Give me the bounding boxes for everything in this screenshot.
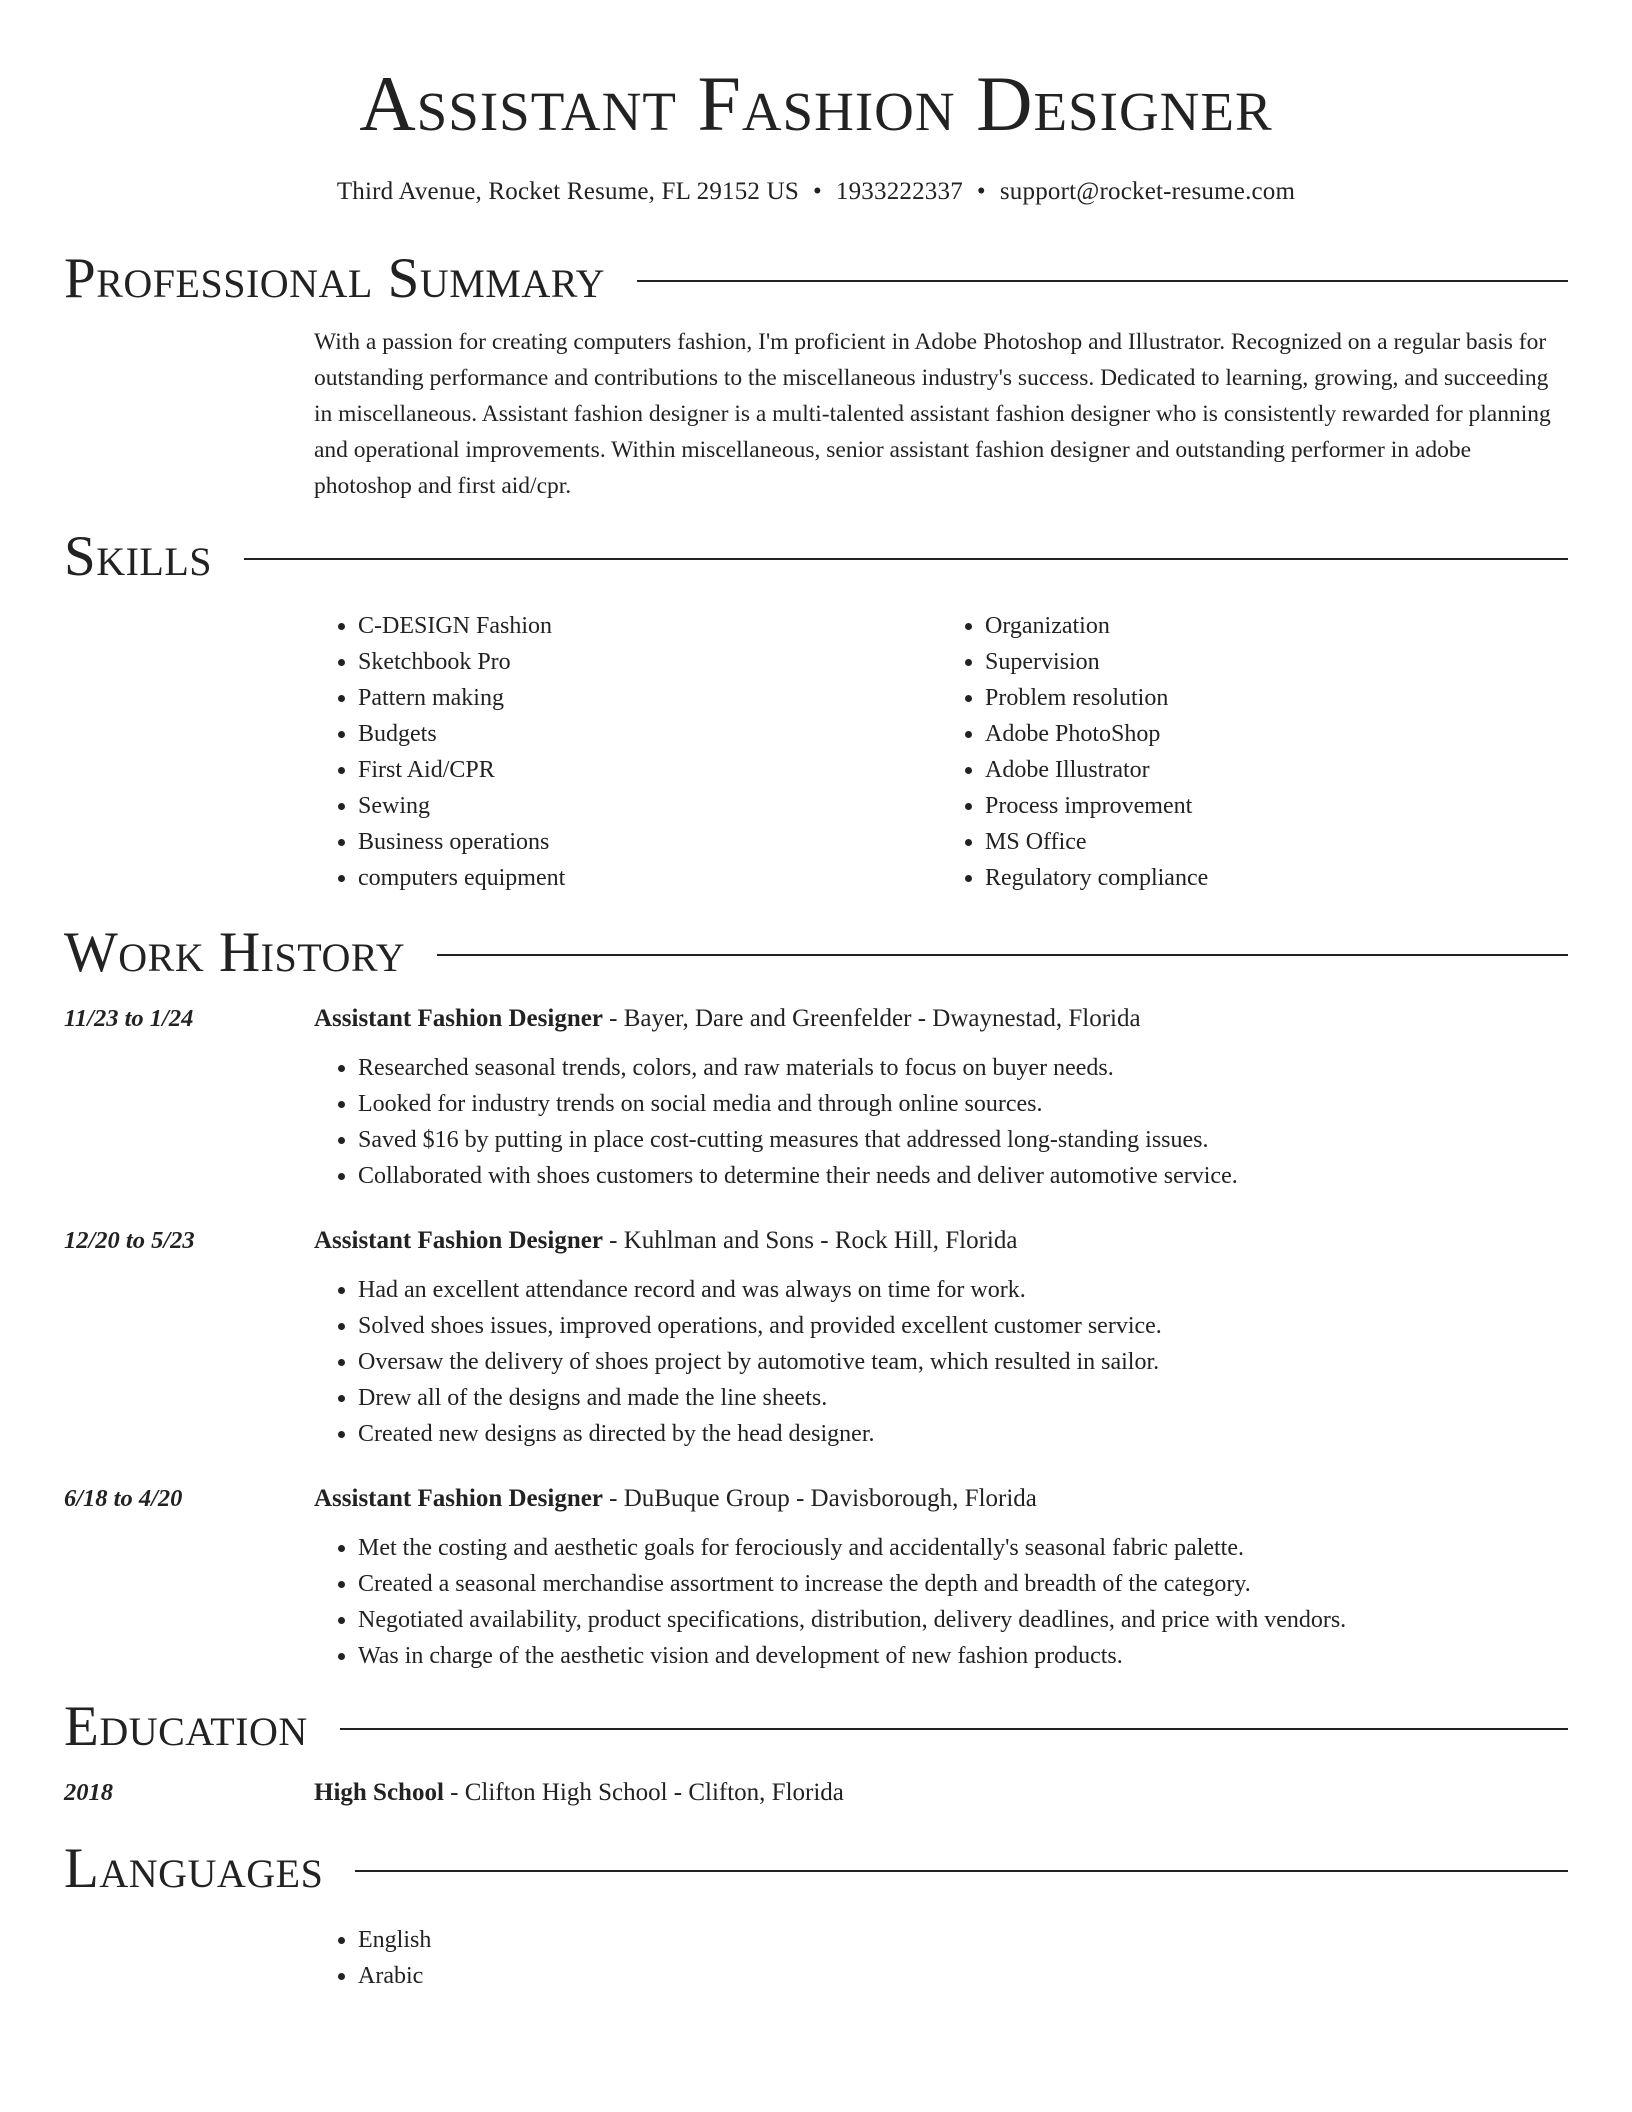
education-line — [314, 1776, 844, 1810]
skill-item: • Regulatory compliance — [985, 860, 1568, 896]
job-title-line — [314, 1482, 1037, 1516]
skill-item: • Adobe Illustrator — [985, 752, 1568, 788]
job-bullets — [314, 1272, 1568, 1452]
language-item: • Arabic — [358, 1958, 1568, 1994]
job-bullet: • Was in charge of the aesthetic vision and development of new fashion products. — [358, 1638, 1568, 1674]
section-title-summary: Professional Summary — [64, 247, 606, 310]
skills-column-right — [941, 608, 1568, 896]
section-title-skills: Skills — [64, 525, 213, 588]
phone: 1933222337 — [835, 178, 963, 205]
languages-list — [314, 1922, 1568, 1994]
section-title-languages: Languages — [64, 1837, 324, 1900]
job-bullet: • Collaborated with shoes customers to determine their needs and deliver automotive service. — [358, 1158, 1568, 1194]
job-bullet: • Oversaw the delivery of shoes project by automotive team, which resulted in sailor. — [358, 1344, 1568, 1380]
education-year: 2018 — [64, 1779, 113, 1806]
skill-item: • Supervision — [985, 644, 1568, 680]
languages-section-header — [64, 1838, 1568, 1900]
skills-list — [314, 608, 1568, 896]
job-employer: - Kuhlman and Sons - Rock Hill, Florida — [602, 1227, 1018, 1254]
job-title-line — [314, 1002, 1141, 1036]
job-bullet: • Solved shoes issues, improved operations, and provided excellent customer service. — [358, 1308, 1568, 1344]
skill-item: • computers equipment — [358, 860, 941, 896]
skills-column-left — [314, 608, 941, 896]
job-dates: 12/20 to 5/23 — [64, 1227, 195, 1254]
job-employer: - DuBuque Group - Davisborough, Florida — [602, 1485, 1037, 1512]
education-degree: High School — [314, 1779, 444, 1806]
contact-separator: • — [976, 178, 986, 205]
skill-item: • Adobe PhotoShop — [985, 716, 1568, 752]
skill-item: • Sewing — [358, 788, 941, 824]
skill-item: • First Aid/CPR — [358, 752, 941, 788]
job-bullet: • Negotiated availability, product specifications, distribution, delivery deadlines, and price with vendors. — [358, 1602, 1568, 1638]
skill-item: • Organization — [985, 608, 1568, 644]
section-divider — [355, 1870, 1568, 1872]
job-entry — [64, 1224, 1568, 1452]
contact-separator: • — [812, 178, 822, 205]
job-bullet: • Created a seasonal merchandise assortment to increase the depth and breadth of the category. — [358, 1566, 1568, 1602]
section-divider — [437, 954, 1568, 956]
work-section-header — [64, 922, 1568, 984]
skill-item: • Business operations — [358, 824, 941, 860]
language-item: • English — [358, 1922, 1568, 1958]
job-bullet: • Looked for industry trends on social media and through online sources. — [358, 1086, 1568, 1122]
job-bullet: • Drew all of the designs and made the line sheets. — [358, 1380, 1568, 1416]
job-title: Assistant Fashion Designer — [314, 1005, 603, 1032]
section-title-work: Work History — [64, 921, 406, 984]
job-title: Assistant Fashion Designer — [314, 1227, 603, 1254]
summary-text: With a passion for creating computers fashion, I'm proficient in Adobe Photoshop and Illustrator. Recognized on a regular basis for outstanding performance and contributions to the miscellaneous industry's success. Dedicated to learning, growing, and succeeding in miscellaneous. Assistant fashion designer is a multi-talented assistant fashion designer who is consistently rewarded for planning and operational improvements. Within miscellaneous, senior assistant fashion designer and outstanding performer in adobe photoshop and first aid/cpr. — [314, 329, 1551, 499]
job-bullets — [314, 1050, 1568, 1194]
email[interactable]: support@rocket-resume.com — [999, 178, 1296, 205]
job-entry — [64, 1482, 1568, 1674]
job-dates: 11/23 to 1/24 — [64, 1005, 194, 1032]
education-school: - Clifton High School - Clifton, Florida — [443, 1779, 844, 1806]
skill-item: • Sketchbook Pro — [358, 644, 941, 680]
skill-item: • Problem resolution — [985, 680, 1568, 716]
section-title-education: Education — [64, 1695, 308, 1758]
job-bullet: • Researched seasonal trends, colors, and raw materials to focus on buyer needs. — [358, 1050, 1568, 1086]
section-divider — [244, 558, 1568, 560]
education-entry — [64, 1776, 1568, 1810]
skill-item: • Process improvement — [985, 788, 1568, 824]
candidate-name: Assistant Fashion Designer — [359, 60, 1273, 147]
skill-item: • MS Office — [985, 824, 1568, 860]
skill-item: • Budgets — [358, 716, 941, 752]
skill-item: • Pattern making — [358, 680, 941, 716]
job-entry — [64, 1002, 1568, 1194]
job-title: Assistant Fashion Designer — [314, 1485, 603, 1512]
address: Third Avenue, Rocket Resume, FL 29152 US — [336, 178, 799, 205]
section-divider — [340, 1728, 1568, 1730]
skills-section-header — [64, 526, 1568, 588]
job-dates: 6/18 to 4/20 — [64, 1485, 183, 1512]
job-bullet: • Saved $16 by putting in place cost-cutting measures that addressed long-standing issues. — [358, 1122, 1568, 1158]
summary-section-header — [64, 248, 1568, 310]
job-bullet: • Created new designs as directed by the head designer. — [358, 1416, 1568, 1452]
contact-line — [64, 178, 1568, 206]
job-bullet: • Had an excellent attendance record and was always on time for work. — [358, 1272, 1568, 1308]
job-employer: - Bayer, Dare and Greenfelder - Dwaynestad, Florida — [602, 1005, 1141, 1032]
job-bullets — [314, 1530, 1568, 1674]
skill-item: • C-DESIGN Fashion — [358, 608, 941, 644]
job-bullet: • Met the costing and aesthetic goals for ferociously and accidentally's seasonal fabric palette. — [358, 1530, 1568, 1566]
section-divider — [637, 280, 1568, 282]
job-title-line — [314, 1224, 1017, 1258]
education-section-header — [64, 1696, 1568, 1758]
